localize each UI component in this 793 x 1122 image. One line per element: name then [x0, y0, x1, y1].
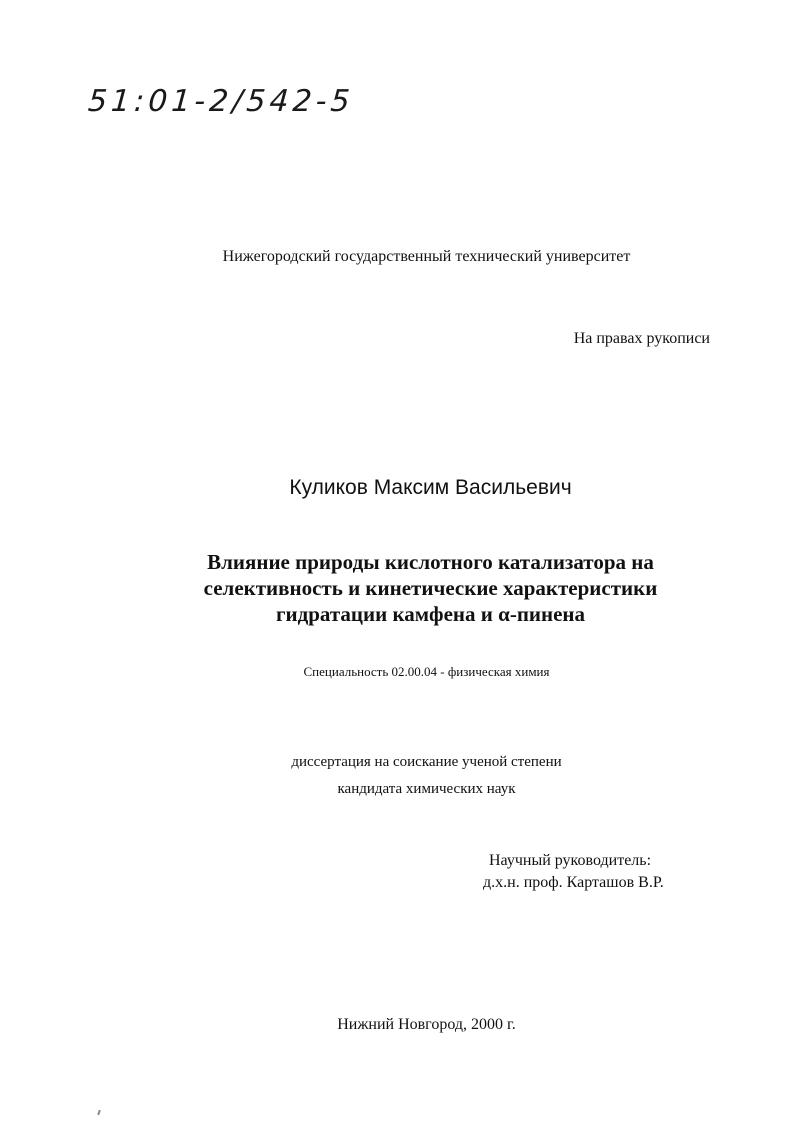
degree-line: диссертация на соискание ученой степени — [291, 754, 562, 770]
degree-statement — [0, 749, 793, 803]
title-line: селективность и кинетические характеристики — [203, 576, 658, 600]
supervisor-name: д.х.н. проф. Карташов В.Р. — [483, 874, 664, 891]
title-line: Влияние природы кислотного катализатора на — [207, 550, 654, 574]
title-line: гидратации камфена и α-пинена — [275, 602, 586, 626]
degree-line: кандидата химических наук — [337, 781, 516, 797]
city-and-year: Нижний Новгород, 2000 г. — [337, 1016, 516, 1033]
manuscript-rights-note: На правах рукописи — [573, 330, 710, 347]
supervisor-label: Научный руководитель: — [489, 852, 652, 869]
scan-speck — [97, 1110, 101, 1115]
supervisor-block — [483, 850, 664, 894]
handwritten-archive-code: 51:01-2/542-5 — [86, 84, 355, 119]
university-name: Нижегородский государственный технический университет — [222, 248, 631, 265]
dissertation-title — [0, 549, 793, 627]
specialty-line: Специальность 02.00.04 - физическая химия — [303, 664, 550, 679]
author-name: Куликов Максим Васильевич — [289, 476, 572, 499]
